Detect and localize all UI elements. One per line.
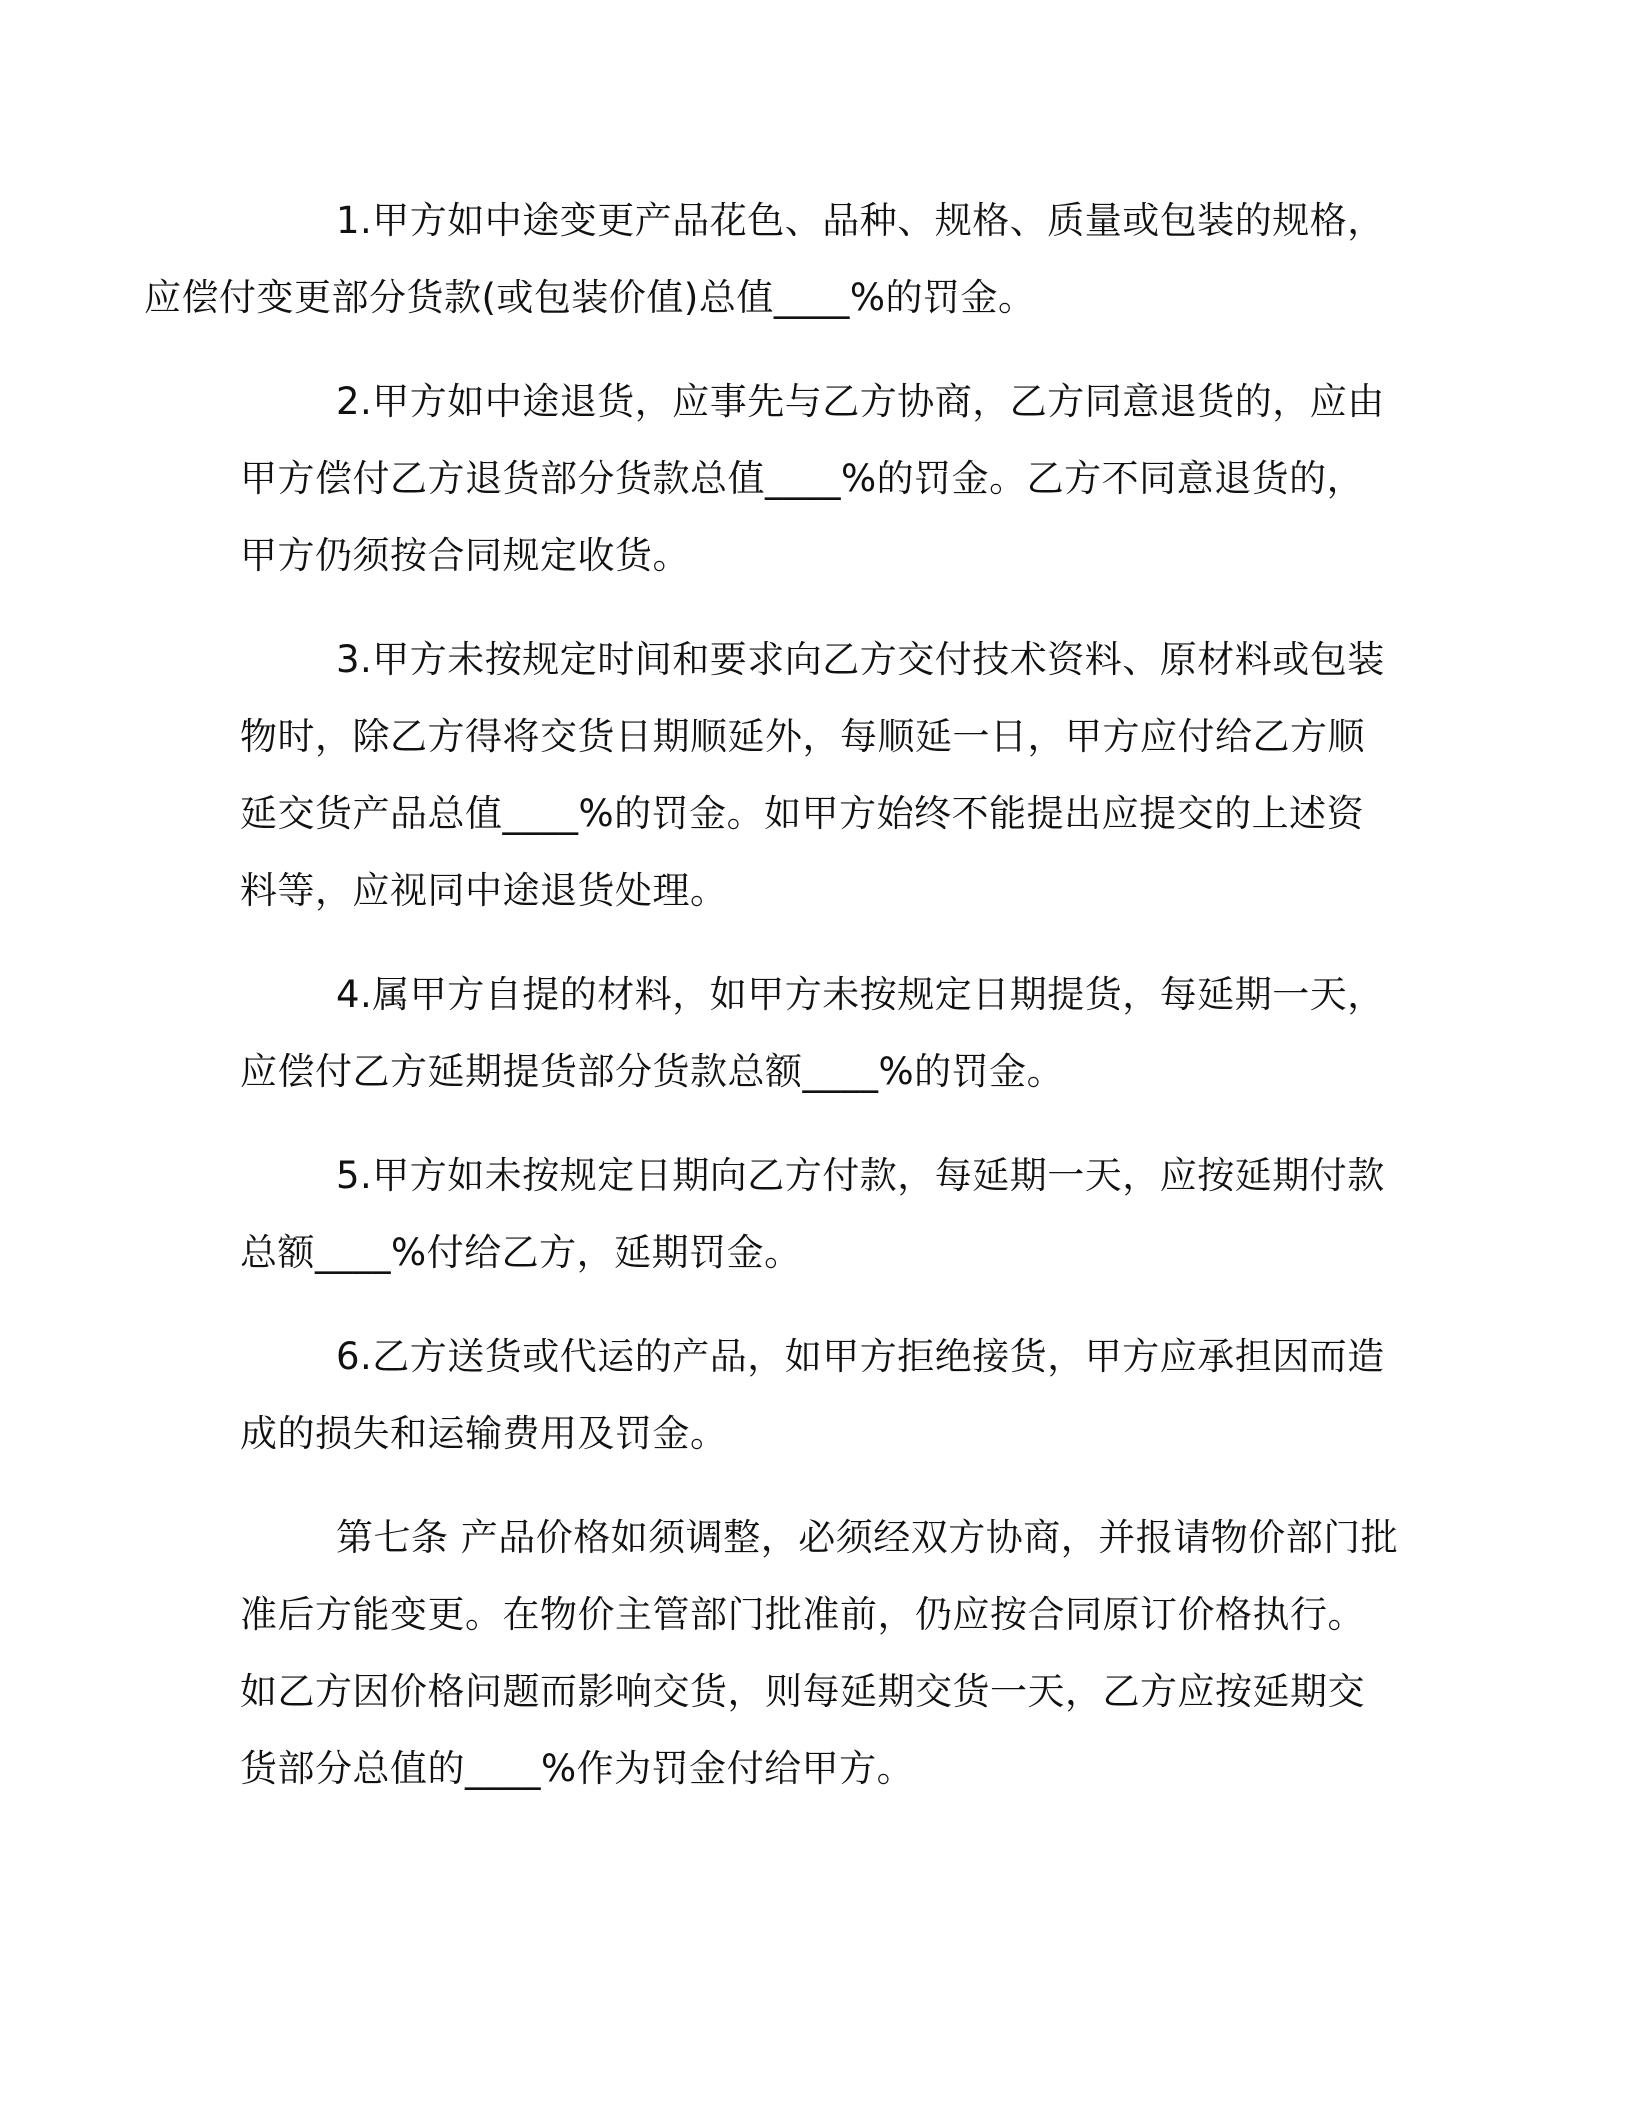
- text-line: 应偿付变更部分货款(或包装价值)总值____%的罚金。: [144, 276, 1036, 319]
- text-line: 如乙方因价格问题而影响交货，则每延期交货一天，乙方应按延期交: [240, 1670, 1365, 1713]
- text-line: 料等，应视同中途退货处理。: [240, 869, 728, 912]
- text-line: 5.甲方如未按规定日期向乙方付款，每延期一天，应按延期付款: [336, 1154, 1385, 1197]
- text-line: 成的损失和运输费用及罚金。: [240, 1412, 728, 1455]
- text-line: 甲方仍须按合同规定收货。: [240, 534, 690, 577]
- clause-paragraph-2: [240, 363, 1386, 594]
- text-line: 1.甲方如中途变更产品花色、品种、规格、质量或包装的规格，: [336, 199, 1385, 242]
- clause-paragraph-4: [240, 956, 1386, 1110]
- document-body: [144, 182, 1399, 1834]
- text-line: 2.甲方如中途退货，应事先与乙方协商，乙方同意退货的，应由: [336, 380, 1385, 423]
- clause-paragraph-1: [144, 182, 1386, 336]
- text-line: 第七条 产品价格如须调整，必须经双方协商，并报请物价部门批: [336, 1516, 1399, 1559]
- text-line: 甲方偿付乙方退货部分货款总值____%的罚金。乙方不同意退货的，: [240, 457, 1365, 500]
- text-line: 3.甲方未按规定时间和要求向乙方交付技术资料、原材料或包装: [336, 638, 1385, 681]
- text-line: 总额____%付给乙方，延期罚金。: [240, 1231, 802, 1274]
- clause-paragraph-6: [240, 1318, 1386, 1472]
- text-line: 应偿付乙方延期提货部分货款总额____%的罚金。: [240, 1050, 1065, 1093]
- text-line: 货部分总值的____%作为罚金付给甲方。: [240, 1747, 915, 1790]
- article-7-paragraph: [240, 1499, 1399, 1807]
- clause-paragraph-5: [240, 1137, 1386, 1291]
- clause-paragraph-3: [240, 621, 1386, 929]
- text-line: 物时，除乙方得将交货日期顺延外，每顺延一日，甲方应付给乙方顺: [240, 715, 1365, 758]
- text-line: 延交货产品总值____%的罚金。如甲方始终不能提出应提交的上述资: [240, 792, 1365, 835]
- text-line: 准后方能变更。在物价主管部门批准前，仍应按合同原订价格执行。: [240, 1593, 1365, 1636]
- text-line: 6.乙方送货或代运的产品，如甲方拒绝接货，甲方应承担因而造: [336, 1335, 1385, 1378]
- text-line: 4.属甲方自提的材料，如甲方未按规定日期提货，每延期一天，: [336, 973, 1385, 1016]
